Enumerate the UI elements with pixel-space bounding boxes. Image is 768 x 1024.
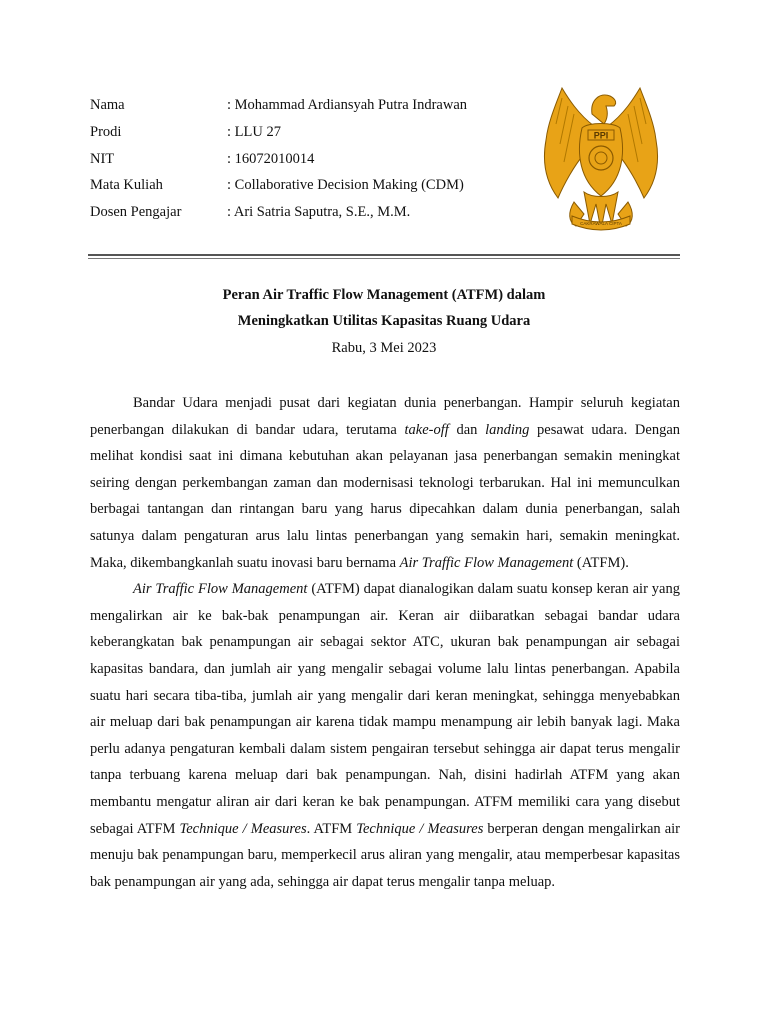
info-value: : LLU 27	[227, 123, 281, 140]
document-title-line-1: Peran Air Traffic Flow Management (ATFM) dalam	[222, 287, 546, 303]
paragraph-2	[90, 576, 680, 895]
italic-term: landing	[485, 421, 530, 438]
document-date: Rabu, 3 Mei 2023	[331, 340, 437, 356]
text-span: Bandar Udara menjadi pusat dari kegiatan dunia penerbangan. Hampir seluruh kegiatan penerbangan dilakukan di bandar udara, terutama	[90, 395, 680, 438]
italic-term: take-off	[404, 421, 449, 438]
info-label: NIT	[90, 150, 115, 167]
text-span: (ATFM).	[573, 554, 629, 571]
info-value: : Ari Satria Saputra, S.E., M.M.	[227, 204, 411, 221]
italic-term: Air Traffic Flow Management	[133, 581, 308, 598]
text-span: pesawat udara. Dengan melihat kondisi saat ini dimana kebutuhan akan pelayanan jasa penerbangan semakin meningkat seiring dengan perkembangan zaman dan modernisasi teknologi terbarukan. Hal ini memunculkan berbagai tantangan dan rintangan baru yang harus dipecahkan dalam dunia penerbangan, salah satunya dalam pengaturan arus lalu lintas penerbangan yang semakin hari, semakin meningkat. Maka, dikembangkanlah suatu inovasi baru bernama	[90, 421, 680, 571]
info-value: : Mohammad Ardiansyah Putra Indrawan	[227, 97, 468, 113]
paragraph-1	[90, 390, 680, 576]
info-label: Prodi	[90, 123, 122, 140]
document-body	[90, 390, 680, 895]
italic-term: Technique / Measures	[179, 820, 307, 837]
header-divider-thick	[88, 254, 680, 256]
info-label: Mata Kuliah	[90, 177, 163, 194]
header-divider-thin	[88, 258, 680, 259]
text-span: dan	[448, 421, 486, 438]
info-label: Nama	[90, 97, 125, 113]
ppi-eagle-logo-icon	[538, 84, 664, 242]
italic-term: Air Traffic Flow Management	[399, 554, 574, 571]
info-value: : Collaborative Decision Making (CDM)	[227, 177, 464, 194]
text-span: . ATFM	[306, 820, 357, 837]
info-label: Dosen Pengajar	[90, 204, 182, 221]
italic-term: Technique / Measures	[356, 820, 484, 837]
svg-text:CAKRAWALA CIPTA: CAKRAWALA CIPTA	[580, 221, 622, 226]
document-title-line-2: Meningkatkan Utilitas Kapasitas Ruang Udara	[237, 313, 531, 329]
info-value: : 16072010014	[227, 150, 315, 167]
svg-text:PPI: PPI	[593, 130, 609, 141]
text-span: berperan dengan mengalirkan air menuju bak penampungan baru, memperkecil arus aliran yang mengalir, atau memperbesar kapasitas bak penampungan air yang ada, sehingga air dapat terus mengalir tanpa meluap.	[90, 820, 680, 890]
text-span: (ATFM) dapat dianalogikan dalam suatu konsep keran air yang mengalirkan air ke bak-bak penampungan air. Keran air diibaratkan sebagai bandar udara keberangkatan bak penampungan air sebagai sektor ATC, ukuran bak penampungan air sebagai kapasitas bandara, dan jumlah air yang mengalir sebagai volume lalu lintas penerbangan. Apabila suatu hari secara tiba-tiba, jumlah air yang mengalir dari keran meningkat, sehingga menyebabkan air meluap dari bak penampungan air karena tidak mampu menampung air lebih banyak lagi. Maka perlu adanya pengaturan kembali dalam sistem pengairan tersebut sehingga air dapat terus mengalir tanpa terbuang karena meluap dari bak penampungan. Nah, disini hadirlah ATFM yang akan membantu mengatur aliran air dari keran ke bak penampungan. ATFM memiliki cara yang disebut sebagai ATFM	[90, 581, 680, 837]
